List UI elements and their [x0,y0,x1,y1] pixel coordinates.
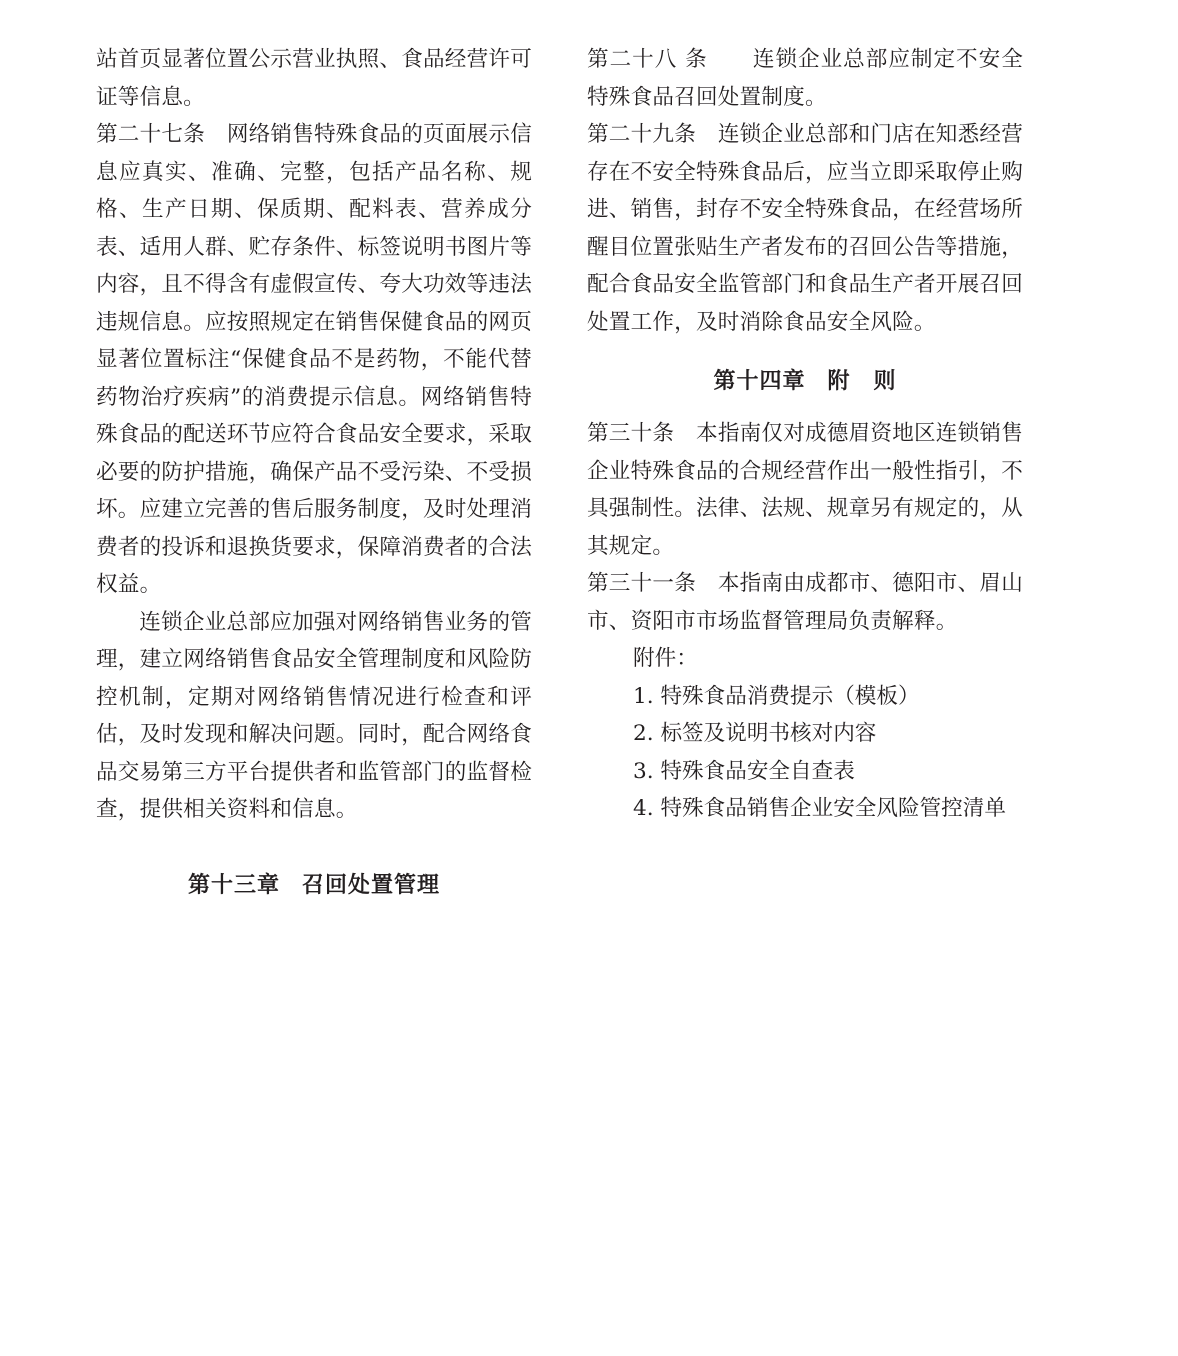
article-27-body: 网络销售特殊食品的页面展示信息应真实、准确、完整，包括产品名称、规格、生产日期、保质期、配料表、营养成分表、适用人群、贮存条件、标签说明书图片等内容，且不得含有虚假宣传、夸大功效等违法违规信息。应按照规定在销售保健食品的网页显著位置标注“保健食品不是药物，不能代替药物治疗疾病”的消费提示信息。网络销售特殊食品的配送环节应符合食品安全要求，采取必要的防护措施，确保产品不受污染、不受损坏。应建立完善的售后服务制度，及时处理消费者的投诉和退换货要求，保障消费者的合法权益。 [96,122,532,597]
article-31 [587,565,1023,640]
chapter-14-heading [587,363,1023,401]
article-29-body: 连锁企业总部和门店在知悉经营存在不安全特殊食品后，应当立即采取停止购进、销售，封存不安全特殊食品，在经营场所醒目位置张贴生产者发布的召回公告等措施，配合食品安全监管部门和食品生产者开展召回处置工作，及时消除食品安全风险。 [587,122,1023,335]
continued-paragraph: 站首页显著位置公示营业执照、食品经营许可证等信息。 [96,47,532,110]
attachment-item: 4. 特殊食品销售企业安全风险管控清单 [633,796,1006,821]
article-31-heading: 第三十一条 [587,571,696,596]
article-29 [587,116,1023,341]
article-29-heading: 第二十九条 [587,122,696,147]
article-28-body: 连锁企业总部应制定不安全特殊食品召回处置制度。 [587,47,1023,110]
article-28 [587,41,1023,116]
article-30-heading: 第三十条 [587,421,675,446]
article-31-body: 本指南由成都市、德阳市、眉山市、资阳市市场监督管理局负责解释。 [587,571,1023,634]
chapter-14-title: 附 则 [827,369,897,394]
left-column [96,41,532,921]
article-27 [96,116,532,604]
attachments-label: 附件： [633,646,698,671]
attachment-item: 3. 特殊食品安全自查表 [633,758,855,784]
article-27-paragraph-2: 连锁企业总部应加强对网络销售业务的管理，建立网络销售食品安全管理制度和风险防控机制，定期对网络销售情况进行检查和评估，及时发现和解决问题。同时，配合网络食品交易第三方平台提供者和监管部门的监督检查，提供相关资料和信息。 [96,609,532,822]
article-30 [587,415,1023,565]
article-27-heading: 第二十七条 [96,122,205,147]
chapter-13-number: 第十三章 [187,872,280,898]
chapter-14-number: 第十四章 [713,369,806,394]
attachment-item: 1. 特殊食品消费提示（模板） [633,683,920,709]
chapter-13-heading [96,867,532,905]
right-column [587,41,1023,828]
chapter-13-title: 召回处置管理 [302,872,441,898]
article-30-body: 本指南仅对成德眉资地区连锁销售企业特殊食品的合规经营作出一般性指引，不具强制性。法律、法规、规章另有规定的，从其规定。 [587,421,1023,559]
article-28-heading: 第二十八 条 [587,47,708,72]
attachment-item: 2. 标签及说明书核对内容 [633,721,877,746]
